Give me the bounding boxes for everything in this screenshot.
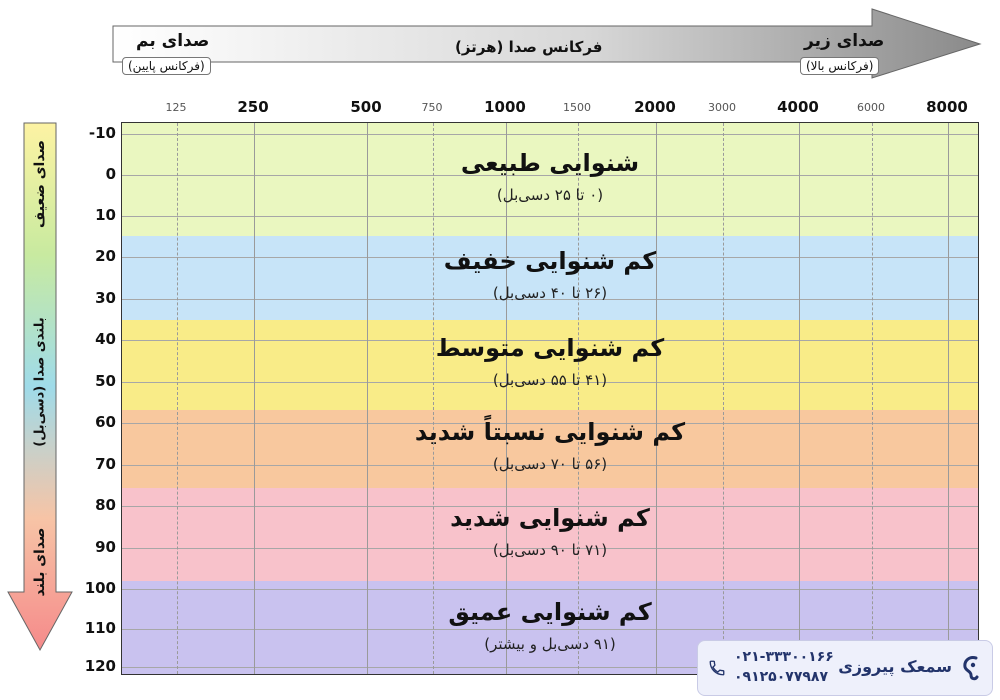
decibel-gridline xyxy=(122,134,978,135)
decibel-tick-70: 70 xyxy=(95,455,116,473)
decibel-gridline xyxy=(122,589,978,590)
band-title: شنوایی طبیعی xyxy=(460,148,640,177)
phone-number-2: ۰۹۱۲۵۰۷۷۹۸۷ xyxy=(734,669,828,685)
contact-box xyxy=(697,640,993,696)
frequency-axis-title: فرکانس صدا (هرتز) xyxy=(455,38,603,56)
decibel-tick-90: 90 xyxy=(95,538,116,556)
loudness-axis-title: بلندی صدا (دسی‌بل) xyxy=(32,317,48,447)
ear-logo-icon xyxy=(962,655,982,681)
frequency-tick-3000: 3000 xyxy=(708,101,736,114)
weak-sound-label: صدای ضعیف xyxy=(32,140,48,228)
band-range: (۰ تا ۲۵ دسی‌بل) xyxy=(496,185,604,204)
frequency-gridline xyxy=(948,123,949,674)
decibel-tick-0: 0 xyxy=(105,165,116,183)
decibel-tick-100: 100 xyxy=(84,579,116,597)
decibel-gridline xyxy=(122,629,978,630)
frequency-arrow xyxy=(112,8,990,84)
decibel-tick-60: 60 xyxy=(95,413,116,431)
frequency-tick-2000: 2000 xyxy=(634,98,676,116)
frequency-gridline xyxy=(656,123,657,674)
decibel-tick-50: 50 xyxy=(95,372,116,390)
high-frequency-sublabel: (فرکانس بالا) xyxy=(800,57,879,75)
decibel-tick-120: 120 xyxy=(84,657,116,675)
phone-number-1: ۰۲۱-۳۳۳۰۰۱۶۶ xyxy=(734,649,834,665)
frequency-gridline xyxy=(367,123,368,674)
loud-sound-label: صدای بلند xyxy=(32,527,48,597)
band-title: کم شنوایی شدید xyxy=(450,503,650,532)
band-range: (۲۶ تا ۴۰ دسی‌بل) xyxy=(492,284,608,302)
band-range: (۴۱ تا ۵۵ دسی‌بل) xyxy=(492,371,608,389)
high-frequency-label: صدای زیر xyxy=(804,31,885,51)
hearing-loss-chart xyxy=(121,122,979,675)
decibel-tick-30: 30 xyxy=(95,289,116,307)
frequency-gridline xyxy=(723,123,724,674)
low-frequency-sublabel: (فرکانس پایین) xyxy=(122,57,211,75)
hearing-band xyxy=(122,488,978,581)
frequency-tick-1500: 1500 xyxy=(563,101,591,114)
band-range: (۵۶ تا ۷۰ دسی‌بل) xyxy=(492,455,608,473)
phone-icon xyxy=(708,658,726,678)
decibel-tick-110: 110 xyxy=(84,619,116,637)
frequency-gridline xyxy=(433,123,434,674)
hearing-band xyxy=(122,123,978,236)
frequency-tick-125: 125 xyxy=(165,101,187,114)
loudness-arrow xyxy=(6,122,74,656)
frequency-gridline xyxy=(872,123,873,674)
decibel-tick--10: -10 xyxy=(88,124,116,142)
frequency-gridline xyxy=(254,123,255,674)
band-title: کم شنوایی متوسط xyxy=(435,334,665,362)
band-title: کم شنوایی نسبتاً شدید xyxy=(414,418,686,446)
decibel-tick-10: 10 xyxy=(95,206,116,224)
frequency-tick-4000: 4000 xyxy=(777,98,819,116)
frequency-gridline xyxy=(578,123,579,674)
frequency-tick-6000: 6000 xyxy=(857,101,885,114)
band-title: کم شنوایی عمیق xyxy=(448,597,652,626)
frequency-gridline xyxy=(177,123,178,674)
low-frequency-label: صدای بم xyxy=(136,31,210,51)
frequency-tick-500: 500 xyxy=(350,98,382,116)
decibel-tick-20: 20 xyxy=(95,247,116,265)
frequency-gridline xyxy=(506,123,507,674)
band-range: (۹۱ دسی‌بل و بیشتر) xyxy=(484,634,616,653)
decibel-tick-80: 80 xyxy=(95,496,116,514)
frequency-tick-8000: 8000 xyxy=(926,98,968,116)
frequency-tick-1000: 1000 xyxy=(484,98,526,116)
band-range: (۷۱ تا ۹۰ دسی‌بل) xyxy=(492,540,608,559)
decibel-tick-40: 40 xyxy=(95,330,116,348)
frequency-tick-250: 250 xyxy=(237,98,269,116)
decibel-gridline xyxy=(122,216,978,217)
frequency-gridline xyxy=(799,123,800,674)
band-title: کم شنوایی خفیف xyxy=(443,247,657,275)
frequency-tick-750: 750 xyxy=(421,101,443,114)
brand-name: سمعک پیروزی xyxy=(838,657,952,676)
